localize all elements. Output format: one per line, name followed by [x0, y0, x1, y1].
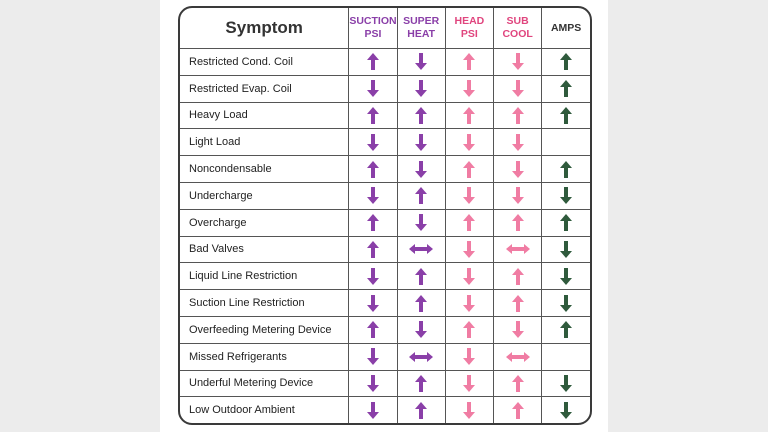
- suction-psi-cell: [349, 316, 397, 343]
- superheat-cell: [397, 397, 445, 423]
- head-psi-cell: [445, 236, 493, 263]
- arrow-up-icon: [560, 53, 572, 70]
- arrow-down-icon: [463, 241, 475, 258]
- suction-psi-cell: [349, 129, 397, 156]
- head-psi-header: HEAD PSI: [445, 8, 493, 49]
- arrow-down-icon: [463, 295, 475, 312]
- arrow-down-icon: [560, 295, 572, 312]
- superheat-cell: [397, 209, 445, 236]
- symptom-label: Heavy Load: [180, 102, 349, 129]
- superheat-cell: [397, 182, 445, 209]
- head-psi-cell: [445, 263, 493, 290]
- symptom-table: [180, 8, 590, 423]
- arrow-down-icon: [560, 375, 572, 392]
- arrow-down-icon: [512, 321, 524, 338]
- troubleshooting-chart: [178, 6, 592, 425]
- subcool-cell: [494, 236, 542, 263]
- arrow-down-icon: [512, 161, 524, 178]
- amps-cell: [542, 75, 590, 102]
- superheat-cell: [397, 75, 445, 102]
- suction-psi-cell: [349, 290, 397, 317]
- arrow-down-icon: [560, 402, 572, 419]
- table-row: [180, 209, 590, 236]
- table-row: [180, 102, 590, 129]
- subcool-cell: [494, 370, 542, 397]
- arrow-up-icon: [512, 295, 524, 312]
- arrow-down-icon: [415, 161, 427, 178]
- suction-psi-cell: [349, 209, 397, 236]
- arrow-down-icon: [463, 134, 475, 151]
- arrow-up-icon: [560, 321, 572, 338]
- symptom-label: Underful Metering Device: [180, 370, 349, 397]
- suction-psi-cell: [349, 236, 397, 263]
- arrow-up-icon: [367, 107, 379, 124]
- arrow-up-icon: [367, 241, 379, 258]
- arrow-up-icon: [463, 321, 475, 338]
- amps-header: AMPS: [542, 8, 590, 49]
- suction-psi-header: SUCTION PSI: [349, 8, 397, 49]
- subcool-cell: [494, 182, 542, 209]
- table-row: [180, 290, 590, 317]
- head-psi-cell: [445, 209, 493, 236]
- arrow-down-icon: [367, 80, 379, 97]
- symptom-label: Light Load: [180, 129, 349, 156]
- subcool-header: SUB COOL: [494, 8, 542, 49]
- subcool-cell: [494, 209, 542, 236]
- background-left: [0, 0, 160, 432]
- arrow-up-icon: [560, 107, 572, 124]
- head-psi-cell: [445, 156, 493, 183]
- subcool-cell: [494, 156, 542, 183]
- suction-psi-cell: [349, 370, 397, 397]
- suction-psi-cell: [349, 182, 397, 209]
- arrow-down-icon: [463, 375, 475, 392]
- arrow-down-icon: [415, 134, 427, 151]
- superheat-cell: [397, 290, 445, 317]
- arrow-down-icon: [463, 80, 475, 97]
- arrow-left-right-icon: [505, 351, 531, 363]
- arrow-up-icon: [415, 187, 427, 204]
- subcool-cell: [494, 290, 542, 317]
- subcool-cell: [494, 102, 542, 129]
- arrow-down-icon: [415, 214, 427, 231]
- amps-cell: [542, 209, 590, 236]
- symptom-label: Bad Valves: [180, 236, 349, 263]
- amps-cell: [542, 236, 590, 263]
- amps-cell: [542, 102, 590, 129]
- arrow-down-icon: [512, 134, 524, 151]
- head-psi-cell: [445, 343, 493, 370]
- amps-cell: [542, 156, 590, 183]
- table-row: [180, 129, 590, 156]
- superheat-cell: [397, 316, 445, 343]
- head-psi-cell: [445, 290, 493, 317]
- arrow-down-icon: [512, 53, 524, 70]
- suction-psi-cell: [349, 49, 397, 76]
- arrow-up-icon: [512, 402, 524, 419]
- arrow-left-right-icon: [408, 351, 434, 363]
- subcool-cell: [494, 343, 542, 370]
- arrow-down-icon: [512, 80, 524, 97]
- arrow-down-icon: [415, 321, 427, 338]
- head-psi-cell: [445, 182, 493, 209]
- subcool-cell: [494, 129, 542, 156]
- arrow-up-icon: [560, 214, 572, 231]
- table-row: [180, 370, 590, 397]
- arrow-up-icon: [415, 107, 427, 124]
- amps-cell: [542, 182, 590, 209]
- superheat-cell: [397, 263, 445, 290]
- arrow-up-icon: [512, 268, 524, 285]
- arrow-up-icon: [415, 295, 427, 312]
- arrow-up-icon: [367, 161, 379, 178]
- arrow-up-icon: [367, 214, 379, 231]
- arrow-down-icon: [560, 268, 572, 285]
- symptom-header: Symptom: [180, 8, 349, 49]
- arrow-up-icon: [512, 375, 524, 392]
- amps-cell: [542, 49, 590, 76]
- symptom-label: Low Outdoor Ambient: [180, 397, 349, 423]
- arrow-down-icon: [512, 187, 524, 204]
- superheat-cell: [397, 156, 445, 183]
- table-row: [180, 263, 590, 290]
- arrow-down-icon: [560, 187, 572, 204]
- arrow-down-icon: [463, 402, 475, 419]
- arrow-down-icon: [367, 295, 379, 312]
- arrow-up-icon: [463, 161, 475, 178]
- arrow-up-icon: [463, 53, 475, 70]
- head-psi-cell: [445, 370, 493, 397]
- table-row: [180, 397, 590, 423]
- arrow-up-icon: [560, 80, 572, 97]
- arrow-up-icon: [415, 375, 427, 392]
- symptom-label: Liquid Line Restriction: [180, 263, 349, 290]
- amps-cell: [542, 343, 590, 370]
- arrow-down-icon: [463, 187, 475, 204]
- arrow-down-icon: [367, 268, 379, 285]
- suction-psi-cell: [349, 343, 397, 370]
- superheat-cell: [397, 236, 445, 263]
- superheat-cell: [397, 343, 445, 370]
- suction-psi-cell: [349, 156, 397, 183]
- arrow-up-icon: [367, 53, 379, 70]
- table-row: [180, 156, 590, 183]
- head-psi-cell: [445, 316, 493, 343]
- head-psi-cell: [445, 129, 493, 156]
- superheat-header: SUPER HEAT: [397, 8, 445, 49]
- amps-cell: [542, 263, 590, 290]
- arrow-down-icon: [367, 348, 379, 365]
- table-row: [180, 49, 590, 76]
- arrow-down-icon: [463, 348, 475, 365]
- arrow-down-icon: [367, 375, 379, 392]
- amps-cell: [542, 370, 590, 397]
- amps-cell: [542, 129, 590, 156]
- suction-psi-cell: [349, 397, 397, 423]
- head-psi-cell: [445, 102, 493, 129]
- head-psi-cell: [445, 397, 493, 423]
- symptom-label: Undercharge: [180, 182, 349, 209]
- symptom-label: Missed Refrigerants: [180, 343, 349, 370]
- header-row: [180, 8, 590, 49]
- superheat-cell: [397, 370, 445, 397]
- symptom-label: Suction Line Restriction: [180, 290, 349, 317]
- subcool-cell: [494, 75, 542, 102]
- table-row: [180, 343, 590, 370]
- arrow-up-icon: [560, 161, 572, 178]
- arrow-down-icon: [560, 241, 572, 258]
- subcool-cell: [494, 397, 542, 423]
- amps-cell: [542, 397, 590, 423]
- arrow-up-icon: [463, 107, 475, 124]
- symptom-label: Overcharge: [180, 209, 349, 236]
- symptom-label: Restricted Evap. Coil: [180, 75, 349, 102]
- amps-cell: [542, 290, 590, 317]
- symptom-label: Noncondensable: [180, 156, 349, 183]
- table-row: [180, 75, 590, 102]
- arrow-left-right-icon: [505, 243, 531, 255]
- chart-paper: [160, 0, 608, 432]
- head-psi-cell: [445, 49, 493, 76]
- superheat-cell: [397, 102, 445, 129]
- arrow-down-icon: [415, 53, 427, 70]
- suction-psi-cell: [349, 75, 397, 102]
- arrow-down-icon: [463, 268, 475, 285]
- arrow-up-icon: [415, 268, 427, 285]
- arrow-down-icon: [367, 134, 379, 151]
- head-psi-cell: [445, 75, 493, 102]
- suction-psi-cell: [349, 263, 397, 290]
- table-row: [180, 316, 590, 343]
- symptom-label: Restricted Cond. Coil: [180, 49, 349, 76]
- suction-psi-cell: [349, 102, 397, 129]
- table-row: [180, 236, 590, 263]
- superheat-cell: [397, 49, 445, 76]
- symptom-label: Overfeeding Metering Device: [180, 316, 349, 343]
- superheat-cell: [397, 129, 445, 156]
- arrow-up-icon: [512, 107, 524, 124]
- arrow-up-icon: [415, 402, 427, 419]
- arrow-up-icon: [512, 214, 524, 231]
- amps-cell: [542, 316, 590, 343]
- arrow-down-icon: [415, 80, 427, 97]
- arrow-down-icon: [367, 402, 379, 419]
- arrow-down-icon: [367, 187, 379, 204]
- table-row: [180, 182, 590, 209]
- subcool-cell: [494, 316, 542, 343]
- arrow-up-icon: [463, 214, 475, 231]
- background-right: [608, 0, 768, 432]
- arrow-up-icon: [367, 321, 379, 338]
- subcool-cell: [494, 49, 542, 76]
- arrow-left-right-icon: [408, 243, 434, 255]
- subcool-cell: [494, 263, 542, 290]
